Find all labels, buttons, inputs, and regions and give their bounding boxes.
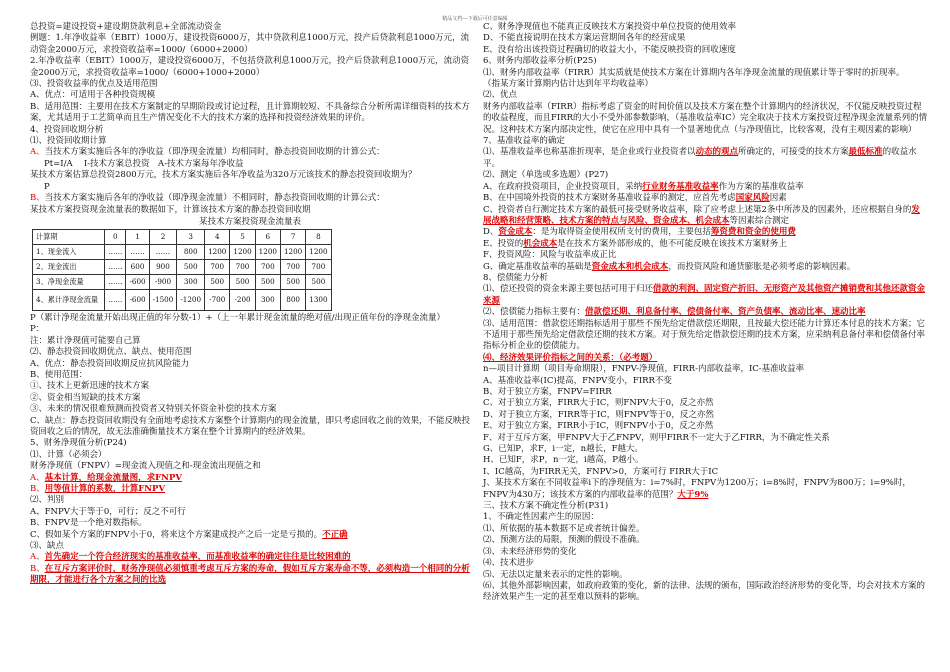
line-text: P（累计净现金流量开始出现正值的年分数-1）+（上一年累计现金流量的绝对值/出现正值年份的净现金流量） <box>30 312 445 323</box>
table-cell: 700 <box>306 259 331 274</box>
right-line <box>483 433 928 444</box>
table-row <box>33 259 332 274</box>
table-cell: 500 <box>280 274 305 289</box>
highlight-text: 用等值计算的系数，计算FNPV <box>44 484 166 494</box>
right-line <box>483 205 928 228</box>
line-text: J、某技术方案在不同收益率i下的净现值为：i=7%时，FNPV为1200万；i=8%时，FNPV为800万；i=9%时，FNPV为430万；该技术方案的内部收益率的范围？ <box>483 478 911 500</box>
right-line <box>483 284 928 307</box>
left-column <box>30 22 470 587</box>
table-cell: 4 <box>205 229 230 244</box>
left-line <box>30 79 470 90</box>
line-text: ⑸、无法以定量来表示的定性的影响。 <box>483 569 628 580</box>
line-text: ⑴、财务内部收益率（FIRR）其实质就是使技术方案在计算期内各年净现金流量的现值累计等于零时的折现率。 <box>483 67 905 78</box>
line-text: 5、财务净现值分析(P24) <box>30 438 127 449</box>
left-line <box>30 347 470 358</box>
table-cell: 300 <box>177 274 205 289</box>
line-text: 8、偿债能力分析 <box>483 272 548 283</box>
table-cell: 1 <box>126 229 149 244</box>
line-text: ⑴、偿还投资的资金来源主要包括可用于归还 <box>483 284 654 295</box>
line-text: 例题：1.年净收益率（EBIT）1000万，建设投资6000万，其中贷款利息1000万元，投产后贷款利息1000万元，流动资金2000万元，求投资收益率=1000/（6000+2000） <box>30 33 470 55</box>
line-text: A、FNPV大于等于0，可行；反之不可行 <box>30 506 186 517</box>
line-text: 等因素综合测定 <box>729 215 790 226</box>
line-text: 财务内部收益率（FIRR）指标考虑了资金的时间价值以及技术方案在整个计算期内的经济状况，不仅能反映投资过程的收益程度，而且FIRR的大小不受外部参数影响，（基准收益率IC）完全取决于技术方案投资过程净现金流量系列的情况。这种技术方案内部决定性，使它在应用中具有一个显著地优点（与净现值比，比较客观，没有主观因素的影响） <box>483 101 928 135</box>
table-cell: 1200 <box>306 244 331 259</box>
line-text: 当技术方案实施后各年的净收益（即净现金流量）均相同时，静态投资回收期的计算公式： <box>44 147 385 158</box>
right-line <box>483 581 928 604</box>
table-cell: …… <box>105 289 126 310</box>
line-marker: B、 <box>30 193 45 204</box>
left-line <box>30 507 470 518</box>
left-line <box>30 552 470 563</box>
right-line <box>483 182 928 193</box>
right-line <box>483 547 928 558</box>
table-cell: 2 <box>149 229 177 244</box>
table-cell: 700 <box>280 259 305 274</box>
highlight-text: 不正确 <box>322 529 348 540</box>
line-text: 6、财务内部收益率分析(P25) <box>483 56 597 67</box>
right-line <box>483 56 928 67</box>
right-line <box>483 501 928 512</box>
table-cell: 800 <box>280 289 305 310</box>
line-text: B、适用范围：主要用在技术方案制定的早期阶段或讨论过程，且计算期较短、不具备综合分析所需详细资料的技术方案，尤其适用于工艺简单而且生产情况变化不大的技术方案的选择和投资经济效果的评价。 <box>30 101 470 124</box>
table-cell: …… <box>105 274 126 289</box>
line-text: A、优点：可适用于各种投资规模 <box>30 90 156 101</box>
line-text: B、在中国境外投资的技术方案财务基准收益率的测定，应首先考虑 <box>483 193 736 204</box>
table-cell: -200 <box>230 289 255 310</box>
table-cell: 700 <box>205 259 230 274</box>
table-cell: -600 <box>126 274 149 289</box>
line-text: B、FNPV是一个绝对数指标。 <box>30 518 147 529</box>
line-text: ⑶、适用范围：借款偿还期指标适用于那些不预先给定借款偿还期限，且按最大偿还能力计算还本付息的技术方案；它不适用于那些预先给定借款偿还期的技术方案。对于预先给定借款偿还期的技术方案，应采纳利息备付率和偿债备付率指标分析企业的偿债能力。 <box>483 318 926 352</box>
right-column <box>483 22 928 604</box>
right-line <box>483 364 928 375</box>
right-line <box>483 102 928 136</box>
line-text: ⑵、预测方法的局限，预测的假设不准确。 <box>483 535 645 546</box>
right-line <box>483 193 928 204</box>
line-text: C、对于独立方案，FIRR大于IC，则FNPV大于0，反之亦然 <box>483 398 714 409</box>
highlight-text: 最低标准 <box>848 147 883 158</box>
line-text: ⑶、投资收益率的优点及适用范围 <box>30 79 158 90</box>
left-line <box>30 324 470 335</box>
highlight-text: 大于9% <box>677 489 709 500</box>
line-text: ⑴、所依据的基本数据不足或者统计偏差。 <box>483 523 645 534</box>
table-cell: 3 <box>177 229 205 244</box>
left-line <box>30 381 470 392</box>
table-cell: -900 <box>149 274 177 289</box>
line-text: ，而投资风险和通货膨胀是必须考虑的影响因素。 <box>668 261 856 272</box>
line-text: G、已知P，求F，i一定，n越长，F越大。 <box>483 444 643 455</box>
line-text: P： <box>30 324 45 335</box>
left-line <box>30 22 470 33</box>
right-line <box>483 444 928 455</box>
right-line <box>483 558 928 569</box>
line-text: ⑵、判别 <box>30 495 65 506</box>
table-cell: 5 <box>230 229 255 244</box>
line-marker: A、 <box>30 147 45 158</box>
right-line <box>483 227 928 238</box>
left-line <box>30 564 470 587</box>
line-text: P <box>44 181 50 192</box>
table-cell: 300 <box>255 289 280 310</box>
right-line <box>483 262 928 273</box>
highlight-text: 筹资费和资金的使用费 <box>710 227 796 238</box>
highlight-text: 在互斥方案评价时，财务净现值必须慎重考虑互斥方案的寿命，假如互斥方案寿命不等，必须构造一个相同的分析期限，才能进行各个方案之间的比选 <box>30 563 470 586</box>
left-line <box>30 205 470 216</box>
line-text: ⑴、投资回收期计算 <box>30 136 107 147</box>
cash-flow-table <box>32 229 332 311</box>
right-line <box>483 22 928 33</box>
highlight-text: ⑷、经济效果评价指标之间的关系：（必考题） <box>483 352 658 363</box>
line-text: 4、投资回收期分析 <box>30 124 104 135</box>
left-line <box>30 90 470 101</box>
table-cell: 1200 <box>255 244 280 259</box>
table-cell: …… <box>105 259 126 274</box>
line-marker: A、 <box>30 472 45 483</box>
line-text: E、没有给出该投资过程确切的收益大小，不能反映投资的回收速度 <box>483 44 736 55</box>
left-line <box>30 450 470 461</box>
table-cell: …… <box>105 244 126 259</box>
line-text: 当技术方案实施后各年的净收益（即净现金流量）不相同时，静态投资回收期的计算公式： <box>44 193 385 204</box>
line-text: 7、基准收益率的确定 <box>483 136 565 147</box>
line-text: 某技术方案估算总投资2800万元，技术方案实施后各年净收益为320万元该技术的静态投资回收期为？ <box>30 170 417 181</box>
line-text: E、对于独立方案，FIRR小于IC，则FNPV小于0，反之亦然 <box>483 421 714 432</box>
right-line <box>483 33 928 44</box>
table-cell: -700 <box>205 289 230 310</box>
line-text: G、确定基准收益率的基础是 <box>483 261 592 272</box>
left-line <box>30 484 470 495</box>
line-text: E、投资的 <box>483 238 524 249</box>
left-line <box>30 473 470 484</box>
line-text: Pt=I/A I-技术方案总投资 A-技术方案每年净收益 <box>44 158 244 169</box>
highlight-text: 发展战略和经营策略、技术方案的特点与风险、资金成本、机会成本 <box>483 204 920 226</box>
line-text: F、对于互斥方案，甲FNPV大于乙FNPV，则甲FIRR不一定大于乙FIRR，为不确定性关系 <box>483 432 830 443</box>
left-line <box>30 313 470 324</box>
line-text: ⑴、基准收益率也称基准折现率，是企业或行业投资者以 <box>483 147 696 158</box>
table-row <box>33 289 332 310</box>
left-line <box>30 159 470 170</box>
right-line <box>483 239 928 250</box>
line-marker: B、 <box>30 484 45 494</box>
row-label-cell: 4、累计净现金流量 <box>33 289 105 310</box>
right-line <box>483 478 928 501</box>
right-line <box>483 136 928 147</box>
left-line <box>30 495 470 506</box>
left-line <box>30 518 470 529</box>
left-line <box>30 416 470 439</box>
table-cell: 700 <box>255 259 280 274</box>
left-line <box>30 125 470 136</box>
line-text: D、 <box>483 227 499 238</box>
row-label-cell: 计算期 <box>33 229 105 244</box>
left-line <box>30 193 470 204</box>
line-marker: A、 <box>30 552 45 563</box>
line-text: n—项目计算期（项目寿命期限），FNPV-净现值，FIRR-内部收益率，IC-基准收益率 <box>483 364 805 375</box>
line-text: D、不能直接说明在技术方案运营期间各年的经营成果 <box>483 33 686 44</box>
right-line <box>483 307 928 318</box>
table-cell: 500 <box>255 274 280 289</box>
left-line <box>30 170 470 181</box>
line-text: ⑷、技术进步 <box>483 558 535 569</box>
table-cell: 600 <box>126 259 149 274</box>
left-line <box>30 370 470 381</box>
row-label-cell: 3、净现金流量 <box>33 274 105 289</box>
highlight-text: 动态的观点 <box>695 147 739 158</box>
table-cell: 700 <box>230 259 255 274</box>
line-text: B、使用范围： <box>30 369 88 380</box>
table-cell: -600 <box>126 289 149 310</box>
right-line <box>483 376 928 387</box>
line-text: B、对于独立方案，FNPV=FIRR <box>483 387 612 397</box>
table-cell: 900 <box>149 259 177 274</box>
line-text: ①、技术上更新迅速的技术方案 <box>30 381 150 392</box>
highlight-text: 机会成本 <box>523 238 558 249</box>
line-text: 的收益水平。 <box>483 147 917 169</box>
line-text: ⑵、偿债能力指标主要有： <box>483 307 586 318</box>
line-text: 作为方案的基准收益率 <box>718 181 804 192</box>
line-text: C、财务净现值也不能真正反映技术方案投资中单位投资的使用效率 <box>483 22 737 32</box>
line-text: H、已知F，求P，n一定，i越高，P越小。 <box>483 455 644 466</box>
table-cell: 6 <box>255 229 280 244</box>
page-header: 精品文档---下载后可任意编辑 <box>442 16 508 22</box>
right-line <box>483 570 928 581</box>
table-cell: …… <box>149 244 177 259</box>
line-text: A、基准收益率(IC)提高，FNPV变小，FIRR不变 <box>483 375 672 386</box>
line-text: D、对于独立方案，FIRR等于IC，则FNPV等于0，反之亦然 <box>483 409 714 420</box>
table-cell: 1300 <box>306 289 331 310</box>
line-text: C、假如某个方案的FNPV小于0，将来这个方案建成投产之后一定是亏损的。 <box>30 529 323 540</box>
right-line <box>483 45 928 56</box>
line-text: ：是为取得资金使用权所支付的费用，主要包括 <box>532 227 711 238</box>
left-line <box>30 147 470 158</box>
table-cell: 7 <box>280 229 305 244</box>
line-text: 因素 <box>769 193 787 204</box>
right-line <box>483 398 928 409</box>
line-marker: B、 <box>30 563 45 574</box>
table-cell: -1500 <box>149 289 177 310</box>
line-text: 1、不确定性因素产生的原因： <box>483 512 599 523</box>
highlight-text: 资金成本 <box>498 227 533 238</box>
line-text: 总投资=建设投资+建设期贷款利息+全部流动资金 <box>30 22 222 32</box>
right-line <box>483 319 928 353</box>
line-text: ③、未来的情况很难预测而投资者又特别关怀资金补偿的技术方案 <box>30 404 277 415</box>
right-line <box>483 512 928 523</box>
left-line <box>30 438 470 449</box>
line-text: F、投资风险：风险与收益率成正比 <box>483 250 617 261</box>
highlight-text: 基本计算，给现金流量图，求FNPV <box>44 472 182 483</box>
line-text: ⑵、测定（单选或多选题）(P27) <box>483 170 609 181</box>
table-cell: 8 <box>306 229 331 244</box>
table-cell: 500 <box>177 259 205 274</box>
highlight-text: 资金成本和机会成本 <box>591 261 669 272</box>
left-line <box>30 182 470 193</box>
table-cell: 1200 <box>205 244 230 259</box>
left-line <box>30 136 470 147</box>
left-line <box>30 33 470 56</box>
highlight-text: 国家风险 <box>735 193 770 204</box>
right-line <box>483 170 928 181</box>
left-line <box>30 56 470 79</box>
right-line <box>483 535 928 546</box>
line-text: 所确定的，可接受的技术方案 <box>738 147 849 158</box>
left-line <box>30 359 470 370</box>
line-text: I、IC越高，为FIRR无关，FNPV>0，方案可行 FIRR大于IC <box>483 466 719 477</box>
right-line <box>483 455 928 466</box>
right-line <box>483 387 928 398</box>
table-cell: 800 <box>177 244 205 259</box>
line-text: C、缺点：静态投资回收期没有全面地考虑技术方案整个计算期内的现金流量，即只考虑回收之前的效果，不能反映投资回收之后的情况，故无法准确衡量技术方案在整个计算期内的经济效果。 <box>30 415 471 437</box>
table-header-row <box>33 229 332 244</box>
line-text: 某技术方案投资现金流量表的数据如下，计算该技术方案的静态投资回收期 <box>30 204 311 215</box>
line-text: ⑶、未来经济形势的变化 <box>483 546 577 557</box>
right-line <box>483 467 928 478</box>
left-line <box>30 102 470 125</box>
highlight-text: 首先确定一个符合经济现实的基准收益率，而基准收益率的确定往往是比较困难的 <box>44 552 351 563</box>
table-row <box>33 274 332 289</box>
right-line <box>483 410 928 421</box>
line-text: ⑶、缺点 <box>30 541 65 552</box>
left-line <box>30 461 470 472</box>
highlight-text: 借款偿还期、利息备付率、偿债备付率、资产负债率、流动比率、速动比率 <box>585 307 866 318</box>
line-text: 财务净现值（FNPV）=现金流入现值之和-现金流出现值之和 <box>30 461 261 472</box>
right-line <box>483 147 928 170</box>
table-cell: 1200 <box>280 244 305 259</box>
table-cell: 1200 <box>230 244 255 259</box>
left-line <box>30 336 470 347</box>
right-line <box>483 79 928 90</box>
line-text: ⑹、其他外部影响因素，如政府政策的变化，新的法律、法规的颁布，国际政治经济形势的变化等，均会对技术方案的经济效果产生一定的甚至难以预料的影响。 <box>483 580 926 603</box>
line-text: ⑴、计算（必须会） <box>30 449 107 460</box>
line-text: 三、技术方案不确定性分析(P31) <box>483 501 609 512</box>
line-text: ⑵、静态投资回收期优点、缺点、使用范围 <box>30 347 192 358</box>
table-cell: 0 <box>105 229 126 244</box>
line-text: ②、资金相当短缺的技术方案 <box>30 392 141 403</box>
right-line <box>483 421 928 432</box>
right-line <box>483 353 928 364</box>
left-line <box>30 393 470 404</box>
table-cell: 500 <box>205 274 230 289</box>
table-cell: …… <box>126 244 149 259</box>
line-text: A、优点：静态投资回收期反应抗风险能力 <box>30 358 190 369</box>
table-cell: 500 <box>306 274 331 289</box>
line-text: A、在政府投资项目，企业投资项目，采纳 <box>483 181 643 192</box>
row-label-cell: 2、现金流出 <box>33 259 105 274</box>
line-text: 注：累计净现值可能要自己算 <box>30 335 141 346</box>
left-line <box>30 404 470 415</box>
right-line <box>483 250 928 261</box>
right-line <box>483 273 928 284</box>
right-line <box>483 524 928 535</box>
line-text: 2.年净收益率（EBIT）1000万，建设投资6000万，不包括贷款利息1000万元，投产后贷款利息1000万元，流动资金2000万元，求投资收益率=1000/（6000+1000+2000） <box>30 56 470 78</box>
table-row <box>33 244 332 259</box>
left-line <box>30 530 470 541</box>
row-label-cell: 1、现金流入 <box>33 244 105 259</box>
table-cell: -1200 <box>177 289 205 310</box>
table-cell: 500 <box>230 274 255 289</box>
highlight-text: 借款的利润、固定资产折旧、无形资产及其他资产摊销费和其他还款资金来源 <box>483 284 926 306</box>
line-text: C、投资者自行测定技术方案的最低可接受财务收益率，除了应考虑上述第2条中所涉及的因素外，还应根据自身的 <box>483 204 912 215</box>
left-line <box>30 541 470 552</box>
line-text: （指某方案计算期内估计达到年平均收益率） <box>483 79 654 90</box>
line-text: ⑵、优点 <box>483 90 518 101</box>
right-line <box>483 68 928 79</box>
highlight-text: 行业财务基准收益率 <box>642 181 719 192</box>
table-title: 某技术方案投资现金流量表 <box>198 216 301 227</box>
right-line <box>483 90 928 101</box>
line-text: 是在技术方案外部形成的，他不可能反映在该技术方案财务上 <box>557 238 787 249</box>
